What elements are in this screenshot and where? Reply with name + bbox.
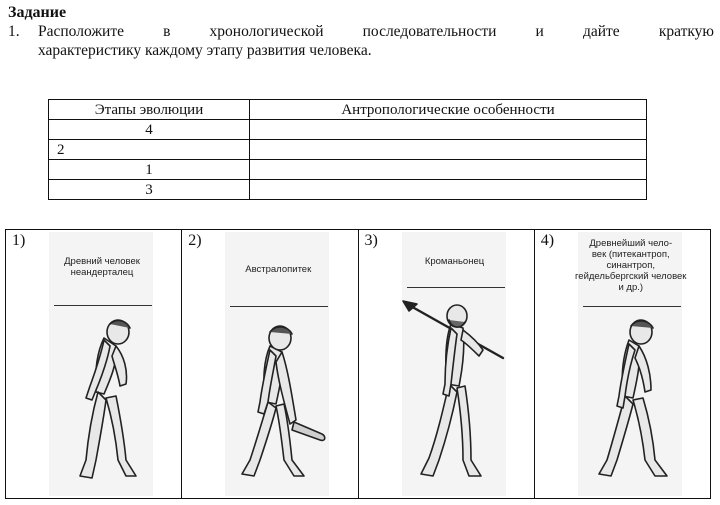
panel-label: Кроманьонец	[424, 256, 485, 267]
australopithecus-with-club-figure-icon	[222, 310, 332, 490]
table-row	[49, 160, 647, 180]
table-row	[49, 120, 647, 140]
cro-magnon-with-spear-figure-icon	[399, 310, 509, 490]
panel-2	[182, 230, 358, 498]
stage-cell: 3	[49, 180, 250, 200]
panel-label: Австралопитек	[245, 264, 312, 275]
panel-number: 4)	[540, 232, 555, 249]
table-header-row	[49, 100, 647, 120]
table-row	[49, 180, 647, 200]
panel-3	[359, 230, 535, 498]
label-underline	[54, 305, 152, 306]
evolution-panels	[5, 229, 711, 499]
label-underline	[583, 306, 681, 307]
label-underline	[407, 287, 505, 288]
panel-number: 1)	[12, 232, 26, 249]
panel-4	[535, 230, 710, 498]
features-cell	[250, 140, 647, 160]
panel-number: 3)	[364, 232, 378, 249]
panel-label: Древний человек неандерталец	[64, 256, 140, 278]
panel-number: 2)	[188, 232, 202, 249]
task-number: 1.	[8, 23, 20, 40]
archanthropus-figure-icon	[575, 310, 685, 490]
header-stages: Этапы эволюции	[49, 100, 250, 120]
panel-1	[6, 230, 182, 498]
table-row	[49, 140, 647, 160]
features-cell	[250, 180, 647, 200]
task-line-2: характеристику каждому этапу развития человека.	[38, 42, 372, 59]
neanderthal-figure-icon	[46, 310, 156, 490]
stage-cell: 1	[49, 160, 250, 180]
evolution-table	[48, 99, 647, 200]
features-cell	[250, 120, 647, 140]
stage-cell: 2	[49, 140, 250, 160]
header-features: Антропологические особенности	[250, 100, 647, 120]
label-underline	[230, 306, 328, 307]
task-line-1: Расположите в хронологической последовательности и дайте краткую	[38, 23, 714, 40]
task-heading: Задание	[8, 4, 67, 21]
stage-cell: 4	[49, 120, 250, 140]
panel-label: Древнейший чело- век (питекантроп, синантроп, гейдельбергский человек и др.)	[575, 238, 687, 293]
features-cell	[250, 160, 647, 180]
